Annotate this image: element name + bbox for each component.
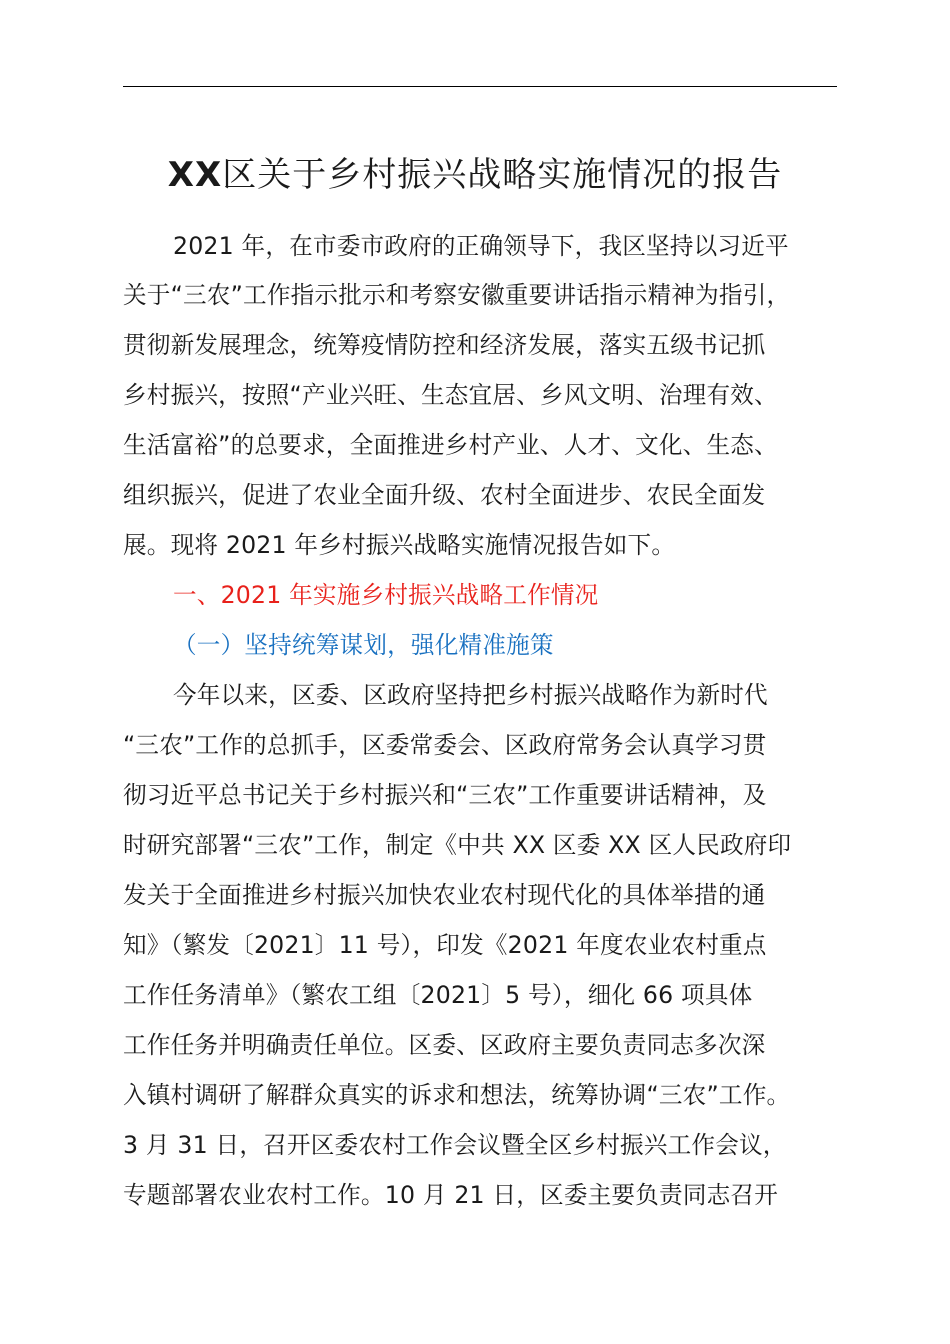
paragraph-line: 发关于全面推进乡村振兴加快农业农村现代化的具体举措的通: [123, 881, 766, 909]
page-title: [0, 150, 950, 200]
title-prefix: XX: [167, 155, 223, 195]
paragraph-line: 入镇村调研了解群众真实的诉求和想法，统筹协调“三农”工作。: [123, 1081, 791, 1109]
paragraph-line: 关于“三农”工作指示批示和考察安徽重要讲话指示精神为指引，: [123, 281, 791, 309]
paragraph-line: 贯彻新发展理念，统筹疫情防控和经济发展，落实五级书记抓: [123, 331, 766, 359]
section-heading: 一、2021 年实施乡村振兴战略工作情况: [173, 581, 599, 609]
paragraph-line: 组织振兴，促进了农业全面升级、农村全面进步、农民全面发: [123, 481, 766, 509]
paragraph-line: “三农”工作的总抓手，区委常委会、区政府常务会认真学习贯: [123, 731, 767, 759]
paragraph-line: 2021 年，在市委市政府的正确领导下，我区坚持以习近平: [173, 232, 789, 260]
subsection-heading: （一）坚持统筹谋划，强化精准施策: [173, 631, 554, 659]
paragraph-line: 乡村振兴，按照“产业兴旺、生态宜居、乡风文明、治理有效、: [123, 381, 778, 409]
paragraph-line: 工作任务清单》（繁农工组〔2021〕5 号），细化 66 项具体: [123, 981, 753, 1009]
paragraph-line: 知》（繁发〔2021〕11 号），印发《2021 年度农业农村重点: [123, 931, 767, 959]
paragraph-line: 3 月 31 日，召开区委农村工作会议暨全区乡村振兴工作会议，: [123, 1131, 787, 1159]
paragraph-line: 今年以来，区委、区政府坚持把乡村振兴战略作为新时代: [173, 681, 768, 709]
paragraph-line: 工作任务并明确责任单位。区委、区政府主要负责同志多次深: [123, 1031, 766, 1059]
title-text: 区关于乡村振兴战略实施情况的报告: [222, 155, 783, 195]
paragraph-line: 时研究部署“三农”工作，制定《中共 XX 区委 XX 区人民政府印: [123, 831, 792, 859]
paragraph-line: 彻习近平总书记关于乡村振兴和“三农”工作重要讲话精神，及: [123, 781, 767, 809]
paragraph-line: 专题部署农业农村工作。10 月 21 日，区委主要负责同志召开: [123, 1181, 778, 1209]
header-rule: [123, 86, 837, 87]
paragraph-line: 生活富裕”的总要求，全面推进乡村产业、人才、文化、生态、: [123, 431, 778, 459]
paragraph-line: 展。现将 2021 年乡村振兴战略实施情况报告如下。: [123, 531, 676, 559]
